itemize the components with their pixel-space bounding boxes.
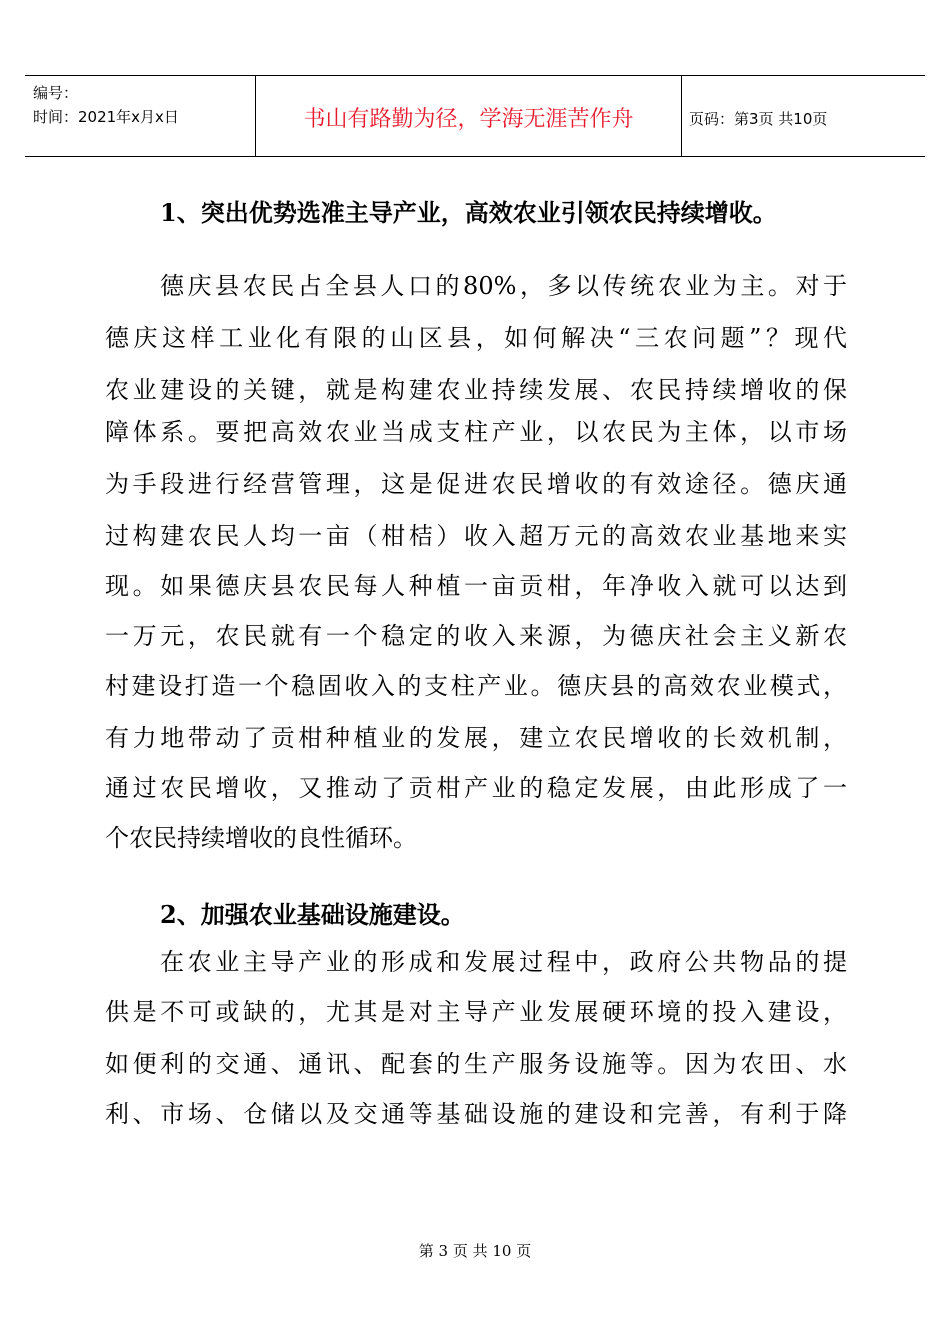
header-page-info: 页码：第3页 共10页 (689, 110, 828, 128)
header-right-cell (681, 76, 925, 156)
header-center-cell (255, 76, 682, 156)
section-2-heading: 2、加强农业基础设施建设。 (160, 900, 465, 929)
paragraph-line: 利、市场、仓储以及交通等基础设施的建设和完善，有利于降 (105, 1100, 847, 1128)
paragraph-line: 障体系。要把高效农业当成支柱产业，以农民为主体，以市场 (105, 418, 847, 446)
paragraph-line: 通过农民增收，又推动了贡柑产业的稳定发展，由此形成了一 (105, 774, 847, 802)
paragraph-line: 有力地带动了贡柑种植业的发展，建立农民增收的长效机制， (105, 724, 847, 752)
paragraph-line: 供是不可或缺的，尤其是对主导产业发展硬环境的投入建设， (105, 998, 847, 1026)
paragraph-line: 一万元，农民就有一个稳定的收入来源，为德庆社会主义新农 (105, 622, 847, 650)
paragraph-line: 过构建农民人均一亩（柑桔）收入超万元的高效农业基地来实 (105, 522, 847, 550)
paragraph-line: 现。如果德庆县农民每人种植一亩贡柑，年净收入就可以达到 (105, 572, 847, 600)
document-time-label: 时间：2021年x月x日 (33, 108, 179, 126)
paragraph-line: 个农民持续增收的良性循环。 (105, 824, 417, 852)
paragraph-line: 如便利的交通、通讯、配套的生产服务设施等。因为农田、水 (105, 1050, 847, 1078)
paragraph-line: 德庆县农民占全县人口的80%，多以传统农业为主。对于 (160, 272, 847, 300)
paragraph-line: 在农业主导产业的形成和发展过程中，政府公共物品的提 (160, 948, 847, 976)
header-motto: 书山有路勤为径，学海无涯苦作舟 (303, 107, 634, 132)
paragraph-line: 为手段进行经营管理，这是促进农民增收的有效途径。德庆通 (105, 470, 847, 498)
page-footer: 第 3 页 共 10 页 (418, 1242, 532, 1260)
paragraph-line: 村建设打造一个稳固收入的支柱产业。德庆县的高效农业模式， (105, 672, 847, 700)
document-number-label: 编号： (33, 84, 79, 102)
section-1-heading: 1、突出优势选准主导产业，高效农业引领农民持续增收。 (160, 198, 777, 227)
page-header (25, 75, 925, 157)
paragraph-line: 德庆这样工业化有限的山区县，如何解决“三农问题”？现代 (105, 324, 847, 352)
paragraph-line: 农业建设的关键，就是构建农业持续发展、农民持续增收的保 (105, 376, 847, 404)
header-left-cell (25, 76, 255, 156)
